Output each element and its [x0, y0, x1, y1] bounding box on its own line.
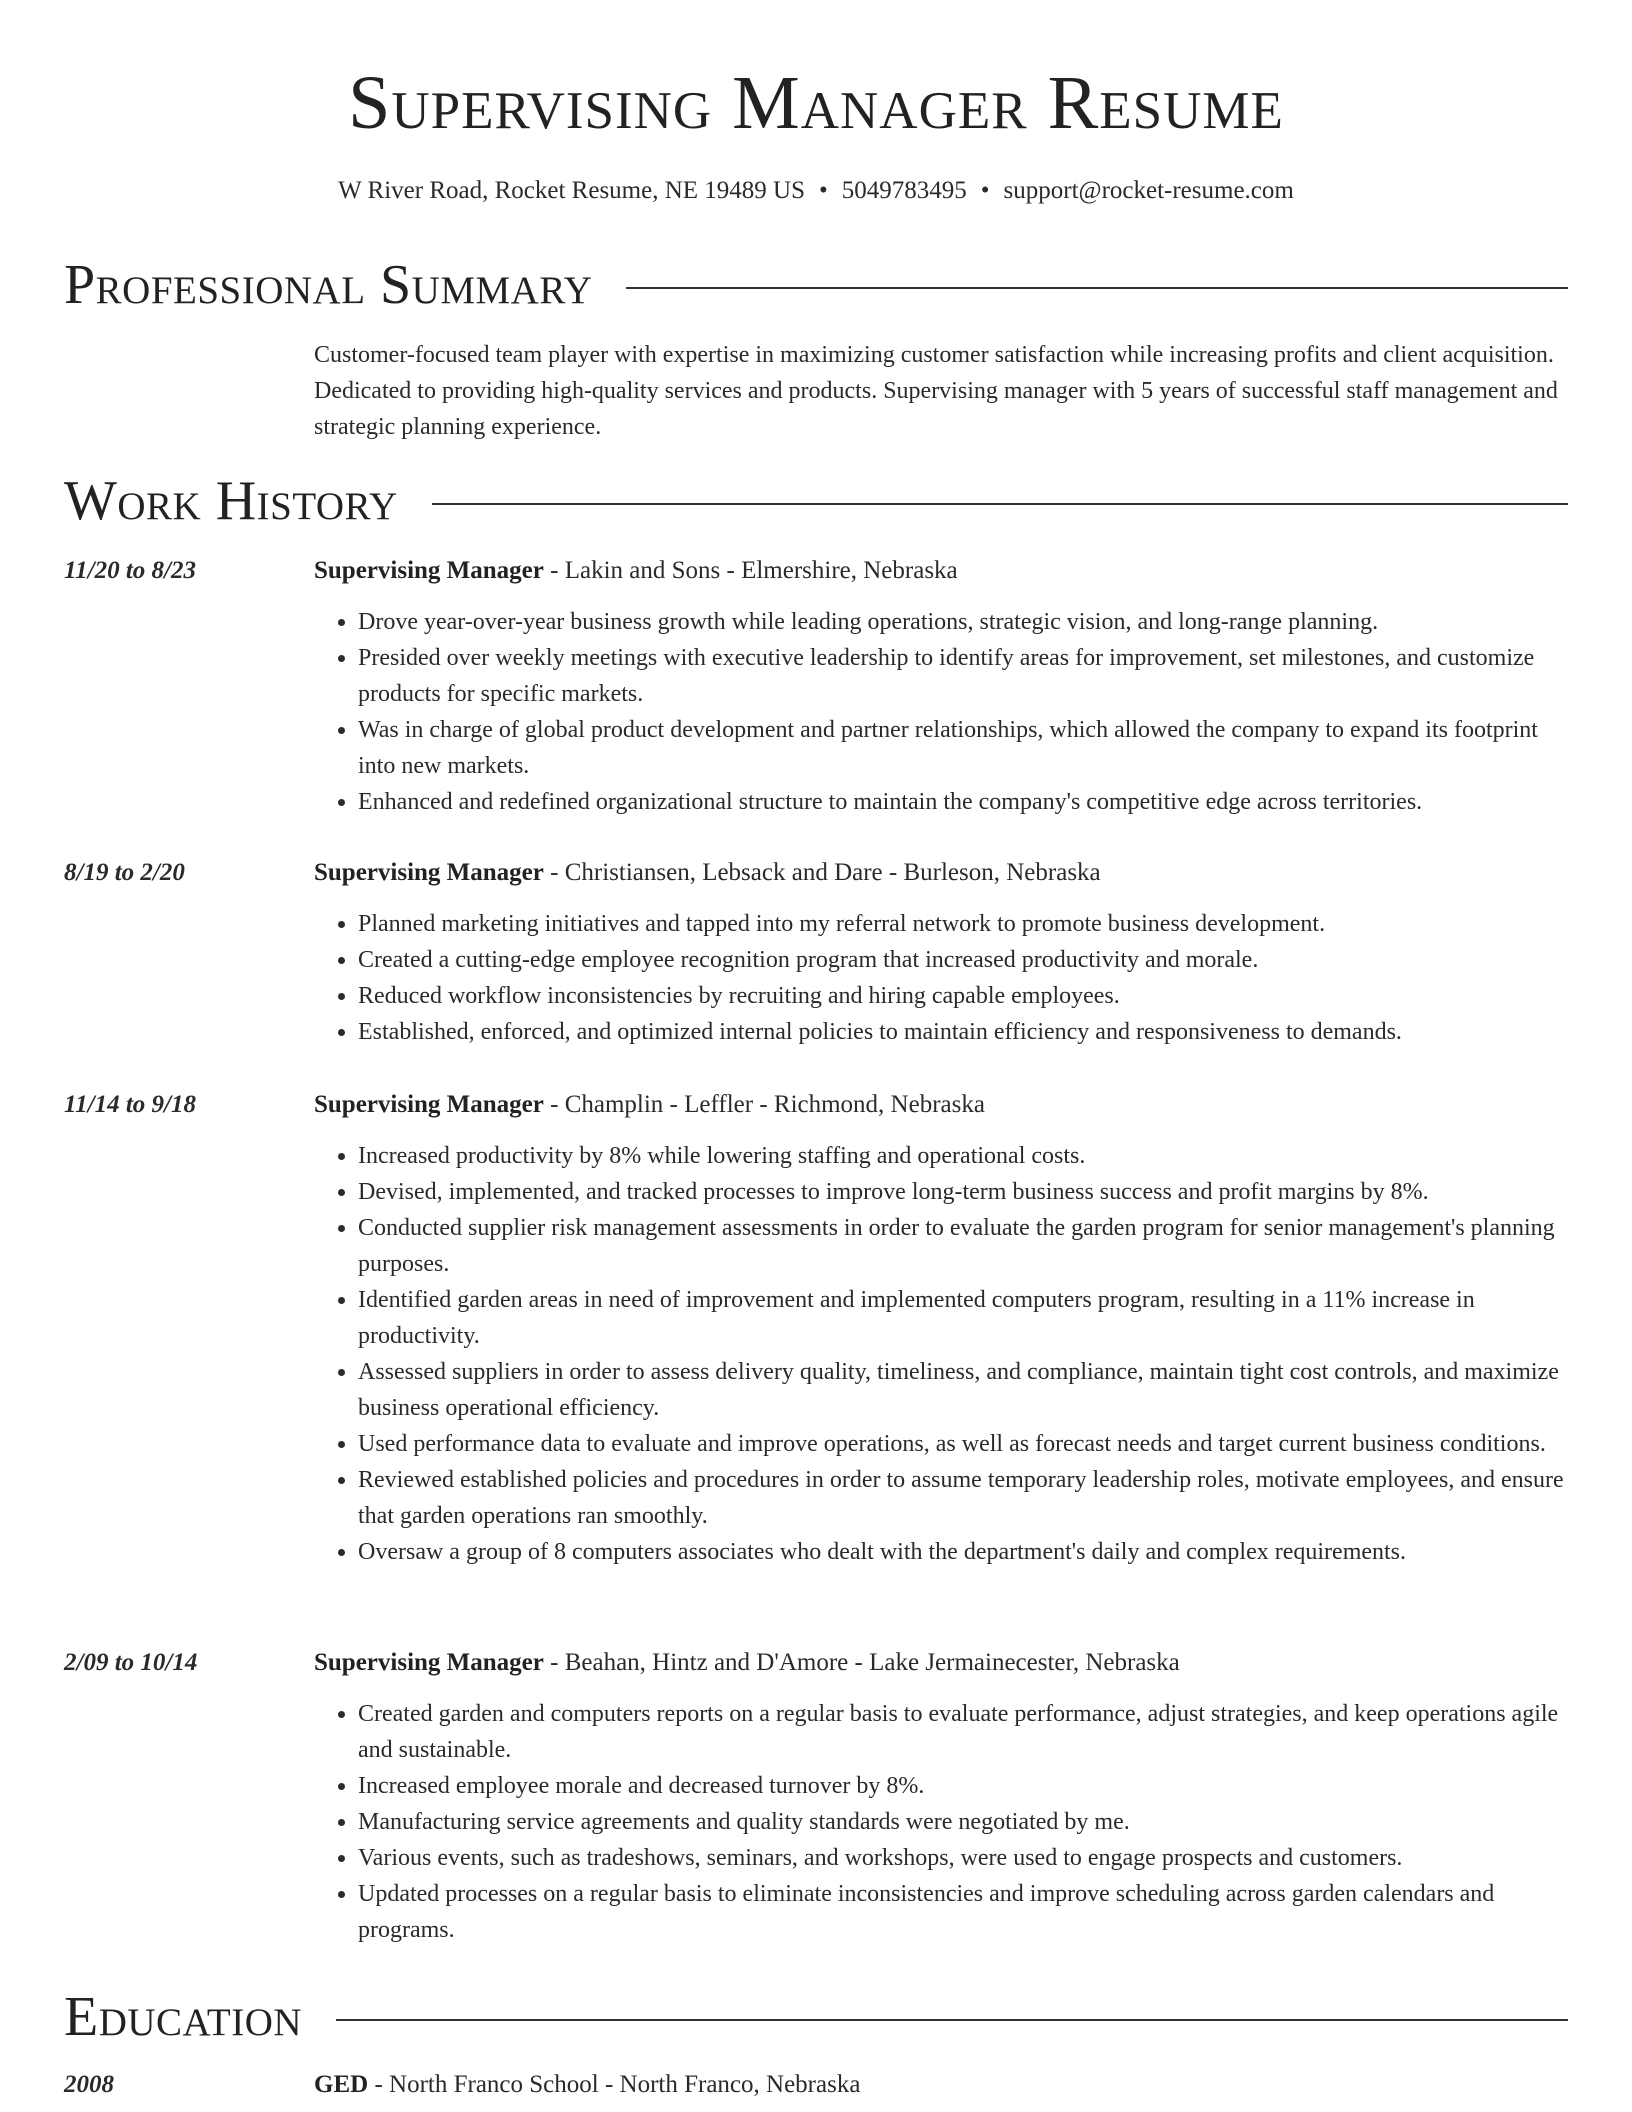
job-bullet: • Drove year-over-year business growth while leading operations, strategic vision, and long-range planning. — [358, 604, 1568, 640]
job-entry — [64, 1646, 1568, 1948]
job-header — [64, 1646, 1568, 1680]
summary-section-title: Professional Summary — [64, 254, 593, 316]
job-bullet: • Devised, implemented, and tracked processes to improve long-term business success and profit margins by 8%. — [358, 1174, 1568, 1210]
contact-email: support@rocket-resume.com — [1003, 177, 1294, 204]
job-bullet: • Reviewed established policies and procedures in order to assume temporary leadership roles, motivate employees, and ensure that garden operations ran smoothly. — [358, 1462, 1568, 1534]
education-details: - North Franco School - North Franco, Nebraska — [368, 2071, 861, 2098]
job-dates: 8/19 to 2/20 — [64, 859, 185, 886]
summary-text: Customer-focused team player with expertise in maximizing customer satisfaction while increasing profits and client acquisition. Dedicated to providing high-quality services and products. Supervising manager with 5 years of successful staff management and strategic planning experience. — [314, 342, 1558, 440]
contact-line — [0, 174, 1632, 208]
job-bullet: • Created a cutting-edge employee recognition program that increased productivity and morale. — [358, 942, 1568, 978]
job-entry — [64, 1088, 1568, 1570]
job-bullet: • Manufacturing service agreements and quality standards were negotiated by me. — [358, 1804, 1568, 1840]
job-entry — [64, 856, 1568, 1050]
job-bullets — [314, 906, 1568, 1050]
contact-address: W River Road, Rocket Resume, NE 19489 US — [338, 177, 806, 204]
job-bullets — [314, 1696, 1568, 1948]
job-bullet: • Presided over weekly meetings with executive leadership to identify areas for improvement, set milestones, and customize products for specific markets. — [358, 640, 1568, 712]
job-role: Supervising Manager — [314, 859, 544, 886]
education-section-title: Education — [64, 1986, 303, 2048]
job-info — [314, 554, 1568, 588]
job-details: - Champlin - Leffler - Richmond, Nebraska — [543, 1091, 985, 1118]
job-header — [64, 554, 1568, 588]
job-header — [64, 1088, 1568, 1122]
job-bullet: • Was in charge of global product development and partner relationships, which allowed the company to expand its footprint into new markets. — [358, 712, 1568, 784]
job-bullet: • Assessed suppliers in order to assess delivery quality, timeliness, and compliance, maintain tight cost controls, and maximize business operational efficiency. — [358, 1354, 1568, 1426]
job-bullet: • Increased productivity by 8% while lowering staffing and operational costs. — [358, 1138, 1568, 1174]
job-info — [314, 1088, 1568, 1122]
contact-separator: • — [980, 177, 990, 204]
work-section-header — [64, 470, 1568, 532]
job-bullet: • Identified garden areas in need of improvement and implemented computers program, resulting in a 11% increase in productivity. — [358, 1282, 1568, 1354]
job-bullet: • Enhanced and redefined organizational structure to maintain the company's competitive edge across territories. — [358, 784, 1568, 820]
job-dates: 11/20 to 8/23 — [64, 557, 196, 584]
education-header — [64, 2068, 1568, 2102]
job-header — [64, 856, 1568, 890]
job-bullet: • Various events, such as tradeshows, seminars, and workshops, were used to engage prospects and customers. — [358, 1840, 1568, 1876]
contact-separator: • — [819, 177, 828, 204]
job-bullet: • Established, enforced, and optimized internal policies to maintain efficiency and responsiveness to demands. — [358, 1014, 1568, 1050]
work-section-title: Work History — [64, 470, 398, 532]
job-role: Supervising Manager — [314, 1649, 544, 1676]
education-info — [314, 2068, 1568, 2102]
education-section-header — [64, 1986, 1568, 2048]
job-dates: 2/09 to 10/14 — [64, 1649, 198, 1676]
summary-section-header — [64, 254, 1568, 316]
education-entry — [64, 2068, 1568, 2102]
job-bullet: • Updated processes on a regular basis to eliminate inconsistencies and improve scheduling across garden calendars and programs. — [358, 1876, 1568, 1948]
section-divider — [626, 287, 1568, 289]
section-divider — [336, 2019, 1568, 2021]
job-details: - Lakin and Sons - Elmershire, Nebraska — [543, 557, 958, 584]
job-info — [314, 1646, 1568, 1680]
resume-title: Supervising Manager Resume — [348, 61, 1284, 145]
section-divider — [432, 503, 1568, 505]
contact-phone: 5049783495 — [841, 177, 967, 204]
job-dates: 11/14 to 9/18 — [64, 1091, 196, 1118]
job-bullet: • Conducted supplier risk management assessments in order to evaluate the garden program for senior management's planning purposes. — [358, 1210, 1568, 1282]
job-entry — [64, 554, 1568, 820]
job-details: - Christiansen, Lebsack and Dare - Burleson, Nebraska — [543, 859, 1101, 886]
job-bullet: • Increased employee morale and decreased turnover by 8%. — [358, 1768, 1568, 1804]
job-details: - Beahan, Hintz and D'Amore - Lake Jermainecester, Nebraska — [543, 1649, 1180, 1676]
job-bullets — [314, 604, 1568, 820]
job-bullet: • Planned marketing initiatives and tapped into my referral network to promote business development. — [358, 906, 1568, 942]
education-degree: GED — [314, 2071, 369, 2098]
job-bullet: • Created garden and computers reports on a regular basis to evaluate performance, adjust strategies, and keep operations agile and sustainable. — [358, 1696, 1568, 1768]
job-bullets — [314, 1138, 1568, 1570]
job-bullet: • Used performance data to evaluate and improve operations, as well as forecast needs and target current business conditions. — [358, 1426, 1568, 1462]
education-dates: 2008 — [64, 2071, 114, 2098]
job-role: Supervising Manager — [314, 1091, 544, 1118]
job-info — [314, 856, 1568, 890]
job-bullet: • Reduced workflow inconsistencies by recruiting and hiring capable employees. — [358, 978, 1568, 1014]
job-role: Supervising Manager — [314, 557, 544, 584]
job-bullet: • Oversaw a group of 8 computers associates who dealt with the department's daily and complex requirements. — [358, 1534, 1568, 1570]
